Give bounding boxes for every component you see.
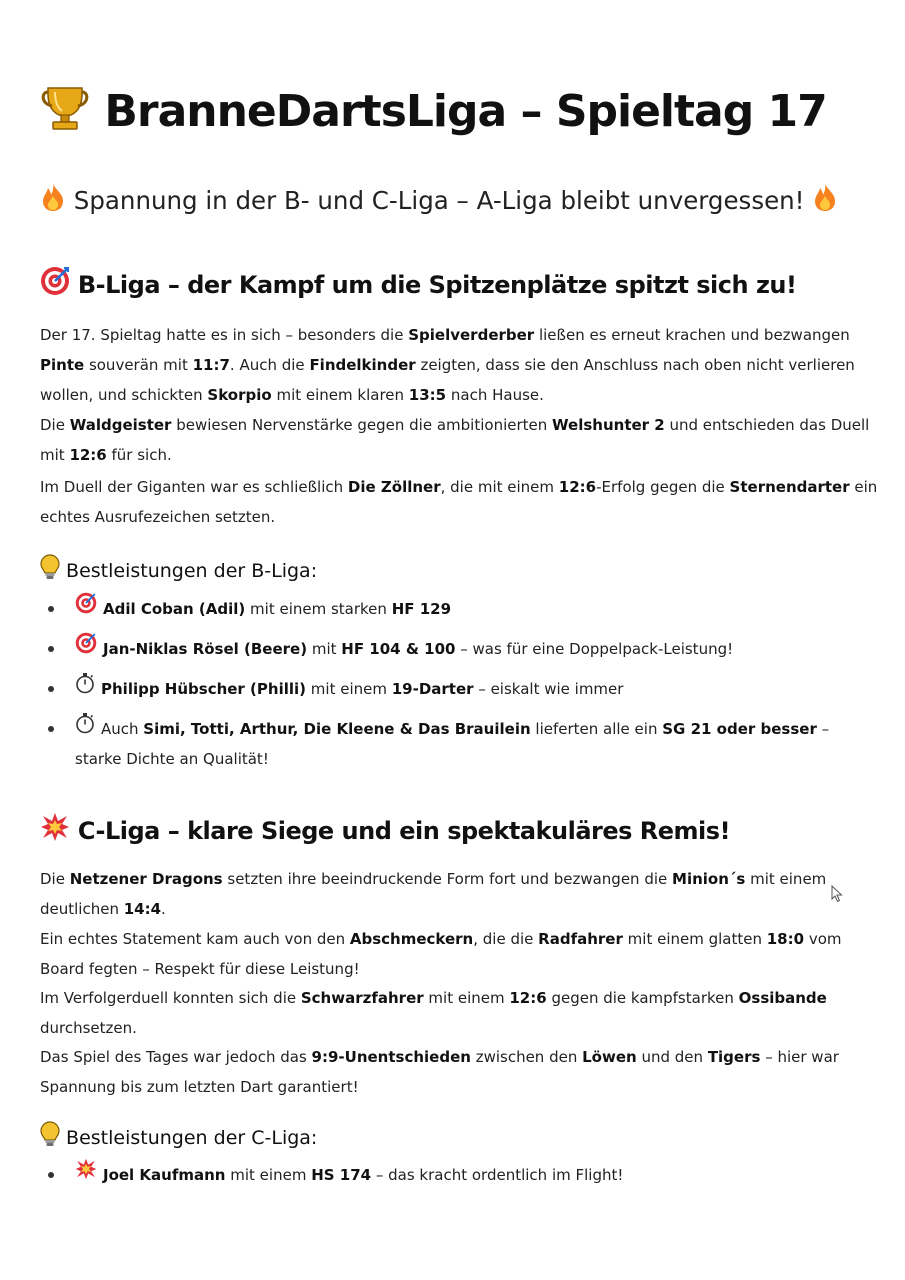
highlight-text: Abschmeckern <box>349 930 474 948</box>
body-text: Im Duell der Giganten war es schließlich <box>40 478 348 496</box>
body-text: mit einem deutlichen <box>40 870 827 918</box>
c-liga-paragraph <box>40 864 880 924</box>
dart-target-icon <box>40 266 70 306</box>
c-liga-best-heading <box>40 1121 317 1156</box>
body-text: mit einem klaren <box>271 386 409 404</box>
body-text: für sich. <box>106 446 172 464</box>
body-text: – was für eine Doppelpack-Leistung! <box>455 640 734 658</box>
body-text: vom Board fegten – Respekt für diese Leistung! <box>40 930 842 978</box>
list-item <box>40 674 880 704</box>
dart-target-icon <box>75 632 97 664</box>
highlight-text: Skorpio <box>207 386 272 404</box>
body-text: Die <box>40 870 70 888</box>
stopwatch-icon <box>75 712 95 744</box>
c-liga-best-heading-text: Bestleistungen der C-Liga: <box>66 1127 318 1149</box>
dart-target-icon <box>75 592 97 624</box>
body-text: . Auch die <box>229 356 310 374</box>
highlight-text: HS 174 <box>311 1166 372 1184</box>
b-liga-heading <box>40 266 796 306</box>
c-liga-paragraph <box>40 1042 880 1102</box>
lightbulb-icon <box>40 554 60 589</box>
b-liga-paragraph <box>40 320 880 410</box>
highlight-text: 19-Darter <box>391 680 474 698</box>
body-text: mit einem glatten <box>622 930 767 948</box>
list-item <box>40 634 880 664</box>
list-item <box>40 1160 880 1190</box>
body-text: . <box>161 900 166 918</box>
body-text: und den <box>636 1048 708 1066</box>
highlight-text: 11:7 <box>192 356 230 374</box>
highlight-text: Ossibande <box>738 989 827 1007</box>
stopwatch-icon <box>75 672 95 704</box>
b-liga-best-heading <box>40 554 317 589</box>
collision-icon <box>40 812 70 852</box>
highlight-text: HF 104 & 100 <box>341 640 456 658</box>
body-text: Die <box>40 416 70 434</box>
highlight-text: 12:6 <box>509 989 547 1007</box>
highlight-text: Waldgeister <box>69 416 172 434</box>
body-text: Im Verfolgerduell konnten sich die <box>40 989 301 1007</box>
b-liga-best-list <box>40 594 880 784</box>
highlight-text: 9:9-Unentschieden <box>311 1048 471 1066</box>
subtitle-text: Spannung in der B- und C-Liga – A-Liga bleibt unvergessen! <box>73 186 805 215</box>
body-text: Ein echtes Statement kam auch von den <box>40 930 350 948</box>
body-text: zwischen den <box>470 1048 583 1066</box>
body-text: Auch <box>101 720 144 738</box>
c-liga-paragraph <box>40 983 880 1043</box>
c-liga-best-list <box>40 1160 880 1200</box>
c-liga-heading <box>40 812 730 852</box>
highlight-text: Pinte <box>40 356 85 374</box>
body-text: ein echtes Ausrufezeichen setzten. <box>40 478 878 526</box>
body-text: Der 17. Spieltag hatte es in sich – besonders die <box>40 326 409 344</box>
body-text: und entschieden das Duell mit <box>40 416 870 464</box>
b-liga-paragraph <box>40 410 880 470</box>
body-text: – hier war Spannung bis zum letzten Dart garantiert! <box>40 1048 839 1096</box>
highlight-text: 14:4 <box>123 900 162 918</box>
body-text: -Erfolg gegen die <box>596 478 730 496</box>
highlight-text: 12:6 <box>69 446 107 464</box>
body-text: – das kracht ordentlich im Flight! <box>371 1166 624 1184</box>
body-text: mit einem <box>225 1166 312 1184</box>
body-text: bewiesen Nervenstärke gegen die ambitionierten <box>171 416 553 434</box>
body-text: mit einem <box>423 989 510 1007</box>
trophy-icon <box>40 80 90 148</box>
page-title <box>40 80 827 148</box>
highlight-text: SG 21 oder besser <box>662 720 817 738</box>
highlight-text: Löwen <box>582 1048 637 1066</box>
highlight-text: Jan-Niklas Rösel (Beere) <box>103 640 308 658</box>
highlight-text: 12:6 <box>558 478 597 496</box>
highlight-text: Spielverderber <box>408 326 535 344</box>
body-text: Das Spiel des Tages war jedoch das <box>40 1048 312 1066</box>
highlight-text: Tigers <box>707 1048 761 1066</box>
body-text: souverän mit <box>84 356 193 374</box>
highlight-text: Minion´s <box>672 870 746 888</box>
body-text: mit <box>307 640 342 658</box>
highlight-text: Radfahrer <box>538 930 623 948</box>
highlight-text: Sternendarter <box>729 478 850 496</box>
body-text: – starke Dichte an Qualität! <box>75 720 830 768</box>
page-title-text: BranneDartsLiga – Spieltag 17 <box>104 86 827 137</box>
highlight-text: Netzener Dragons <box>69 870 223 888</box>
highlight-text: Schwarzfahrer <box>300 989 424 1007</box>
lightbulb-icon <box>40 1121 60 1156</box>
body-text: mit einem <box>306 680 392 698</box>
body-text: – eiskalt wie immer <box>473 680 624 698</box>
b-liga-heading-text: B-Liga – der Kampf um die Spitzenplätze spitzt sich zu! <box>77 271 797 299</box>
c-liga-heading-text: C-Liga – klare Siege und ein spektakuläres Remis! <box>77 817 731 845</box>
body-text: zeigten, dass sie den Anschluss nach oben nicht verlieren wollen, und schickten <box>40 356 855 404</box>
b-liga-best-heading-text: Bestleistungen der B-Liga: <box>66 560 318 582</box>
body-text: , die die <box>473 930 539 948</box>
body-text: durchsetzen. <box>40 1019 137 1037</box>
fire-icon <box>40 182 66 222</box>
list-item <box>40 714 880 774</box>
c-liga-paragraph <box>40 924 880 984</box>
collision-icon <box>75 1158 97 1190</box>
list-item <box>40 594 880 624</box>
highlight-text: Simi, Totti, Arthur, Die Kleene & Das Brauilein <box>143 720 531 738</box>
highlight-text: Philipp Hübscher (Philli) <box>101 680 307 698</box>
mouse-cursor-icon <box>831 885 843 907</box>
body-text: mit einem starken <box>245 600 392 618</box>
body-text: ließen es erneut krachen und bezwangen <box>534 326 850 344</box>
highlight-text: Welshunter 2 <box>552 416 665 434</box>
highlight-text: Findelkinder <box>309 356 416 374</box>
highlight-text: Die Zöllner <box>347 478 441 496</box>
body-text: gegen die kampfstarken <box>546 989 739 1007</box>
body-text: setzten ihre beeindruckende Form fort und bezwangen die <box>222 870 673 888</box>
page-subtitle <box>40 182 838 222</box>
b-liga-paragraph <box>40 472 880 532</box>
highlight-text: Adil Coban (Adil) <box>103 600 246 618</box>
highlight-text: 13:5 <box>408 386 447 404</box>
highlight-text: 18:0 <box>766 930 805 948</box>
body-text: , die mit einem <box>440 478 559 496</box>
fire-icon <box>812 182 838 222</box>
body-text: lieferten alle ein <box>530 720 663 738</box>
body-text: nach Hause. <box>446 386 544 404</box>
highlight-text: HF 129 <box>391 600 452 618</box>
highlight-text: Joel Kaufmann <box>103 1166 226 1184</box>
